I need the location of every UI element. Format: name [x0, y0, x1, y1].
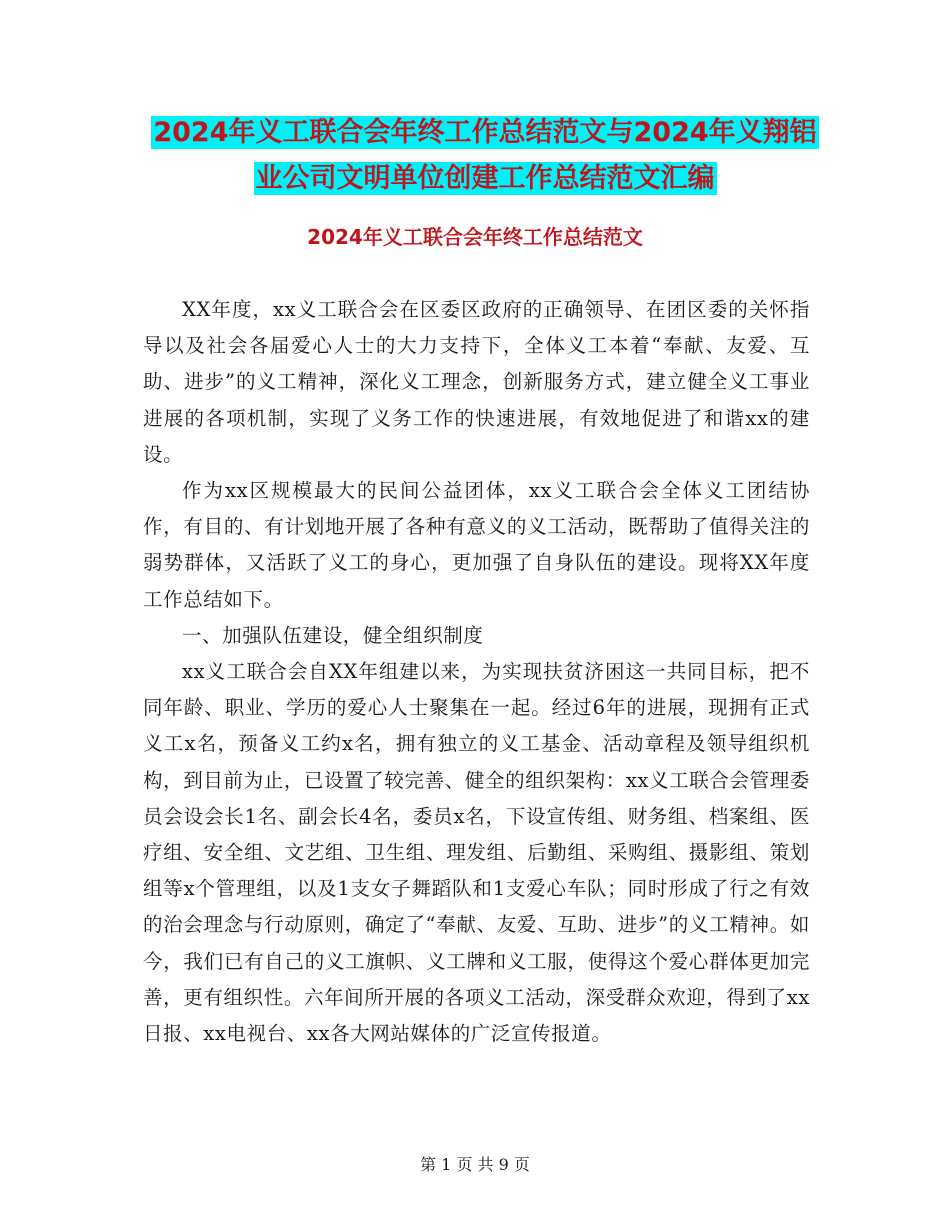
- section-title: 2024年义工联合会年终工作总结范文: [307, 225, 643, 249]
- main-title-line-2: 业公司文明单位创建工作总结范文汇编: [255, 163, 715, 194]
- paragraph-team-building: xx义工联合会自XX年组建以来，为实现扶贫济困这一共同目标，把不同年龄、职业、学历的爱心人士聚集在一起。经过6年的进展，现拥有正式义工x名，预备义工约x名，拥有独立的义工基金、活动章程及领导组织机构，到目前为止，已设置了较完善、健全的组织架构：xx义工联合会管理委员会设会长1名、副会长4名，委员x名，下设宣传组、财务组、档案组、医疗组、安全组、文艺组、卫生组、理发组、后勤组、采购组、摄影组、策划组等x个管理组，以及1支女子舞蹈队和1支爱心车队；同时形成了行之有效的治会理念与行动原则，确定了“奉献、友爱、互助、进步”的义工精神。如今，我们已有自己的义工旗帜、义工牌和义工服，使得这个爱心群体更加完善，更有组织性。六年间所开展的各项义工活动，深受群众欢迎，得到了xx日报、xx电视台、xx各大网站媒体的广泛宣传报道。: [143, 660, 810, 1046]
- page-footer: 第 1 页 共 9 页: [420, 1155, 530, 1174]
- document-main-title: [140, 110, 830, 202]
- paragraph-intro: XX年度，xx义工联合会在区委区政府的正确领导、在团区委的关怀指导以及社会各届爱心人士的大力支持下，全体义工本着“奉献、友爱、互助、进步”的义工精神，深化义工理念，创新服务方式，建立健全义工事业进展的各项机制，实现了义务工作的快速进展，有效地促进了和谐xx的建设。: [143, 298, 810, 466]
- section-heading-1: 一、加强队伍建设，健全组织制度: [182, 623, 484, 647]
- main-title-line-1: 2024年义工联合会年终工作总结范文与2024年义翔铝: [153, 117, 817, 148]
- paragraph-overview: 作为xx区规模最大的民间公益团体，xx义工联合会全体义工团结协作，有目的、有计划地开展了各种有意义的义工活动，既帮助了值得关注的弱势群体，又活跃了义工的身心，更加强了自身队伍的建设。现将XX年度工作总结如下。: [143, 479, 810, 611]
- document-body: [143, 292, 810, 1052]
